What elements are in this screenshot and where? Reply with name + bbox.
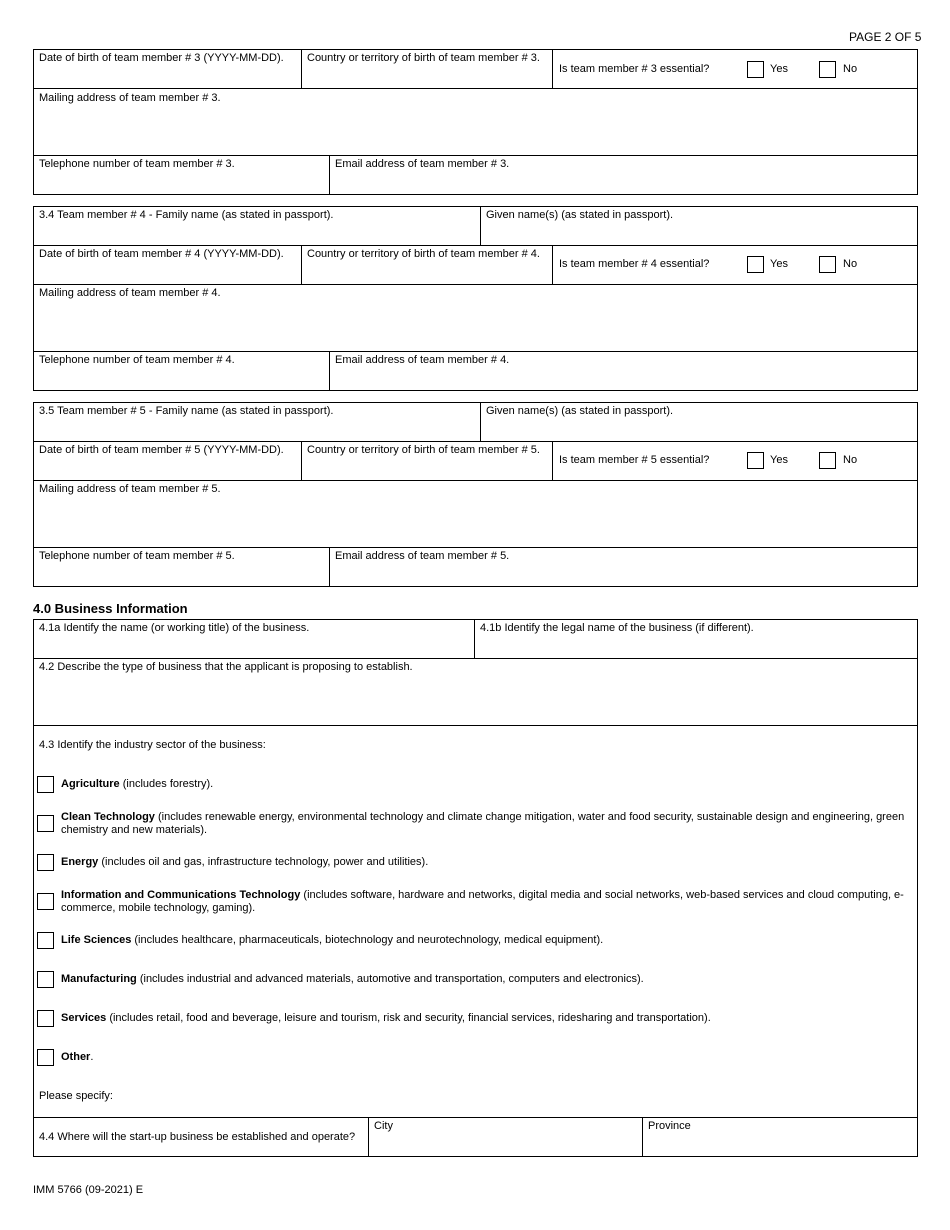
q41b-label: 4.1b Identify the legal name of the business (if different). <box>480 622 754 634</box>
tm4-country-label: Country or territory of birth of team member # 4. <box>307 248 540 260</box>
sector-energy-checkbox[interactable] <box>37 854 54 871</box>
sector-clean-technology-checkbox[interactable] <box>37 815 54 832</box>
tm3-no-label: No <box>843 63 858 75</box>
sector-agriculture-label: Agriculture (includes forestry). <box>61 778 214 790</box>
tm4-mailing-label: Mailing address of team member # 4. <box>39 287 221 299</box>
tm5-family-label: 3.5 Team member # 5 - Family name (as stated in passport). <box>39 405 334 417</box>
sector-ict-checkbox[interactable] <box>37 893 54 910</box>
tm4-essential-yes-checkbox[interactable] <box>747 256 764 273</box>
sector-life-sciences-checkbox[interactable] <box>37 932 54 949</box>
sector-other-label: Other. <box>61 1051 94 1063</box>
please-specify-label: Please specify: <box>39 1090 113 1102</box>
sector-manufacturing-label: Manufacturing (includes industrial and advanced materials, automotive and transportation, computers and electronics). <box>61 973 644 985</box>
tm3-phone-label: Telephone number of team member # 3. <box>39 158 235 170</box>
q41a-label: 4.1a Identify the name (or working title) of the business. <box>39 622 310 634</box>
tm3-mailing-label: Mailing address of team member # 3. <box>39 92 221 104</box>
form-footer: IMM 5766 (09-2021) E <box>33 1184 144 1196</box>
business-block <box>33 619 918 1157</box>
tm4-phone-label: Telephone number of team member # 4. <box>39 354 235 366</box>
tm5-essential-yes-checkbox[interactable] <box>747 452 764 469</box>
tm4-given-label: Given name(s) (as stated in passport). <box>486 209 674 221</box>
sector-services-checkbox[interactable] <box>37 1010 54 1027</box>
tm4-dob-label: Date of birth of team member # 4 (YYYY-MM-DD). <box>39 248 284 260</box>
tm5-given-label: Given name(s) (as stated in passport). <box>486 405 674 417</box>
tm5-no-label: No <box>843 454 858 466</box>
tm5-phone-label: Telephone number of team member # 5. <box>39 550 235 562</box>
tm3-essential-label: Is team member # 3 essential? <box>559 63 710 75</box>
sector-ict-label: Information and Communications Technology (includes software, hardware and networks, digital media and social networks, web-based services and cloud computing, e-commerce, mobile technology, gaming). <box>61 889 904 914</box>
q44-label: 4.4 Where will the start-up business be established and operate? <box>39 1131 356 1143</box>
tm4-email-label: Email address of team member # 4. <box>335 354 510 366</box>
tm5-country-label: Country or territory of birth of team member # 5. <box>307 444 540 456</box>
tm4-no-label: No <box>843 258 858 270</box>
q43-label: 4.3 Identify the industry sector of the business: <box>39 739 266 751</box>
sector-clean-technology-label: Clean Technology (includes renewable energy, environmental technology and climate change mitigation, water and food security, sustainable design and engineering, green chemistry and new materials). <box>61 811 905 836</box>
city-label: City <box>374 1120 393 1132</box>
tm3-country-label: Country or territory of birth of team member # 3. <box>307 52 540 64</box>
business-section-title: 4.0 Business Information <box>33 601 188 616</box>
tm5-dob-label: Date of birth of team member # 5 (YYYY-MM-DD). <box>39 444 284 456</box>
tm4-family-label: 3.4 Team member # 4 - Family name (as stated in passport). <box>39 209 334 221</box>
tm4-essential-no-checkbox[interactable] <box>819 256 836 273</box>
tm3-yes-label: Yes <box>770 63 788 75</box>
sector-life-sciences-label: Life Sciences (includes healthcare, pharmaceuticals, biotechnology and neurotechnology, medical equipment). <box>61 934 604 946</box>
sector-energy-label: Energy (includes oil and gas, infrastructure technology, power and utilities). <box>61 856 429 868</box>
tm3-essential-yes-checkbox[interactable] <box>747 61 764 78</box>
sector-other-checkbox[interactable] <box>37 1049 54 1066</box>
tm5-essential-label: Is team member # 5 essential? <box>559 454 710 466</box>
page-label: PAGE 2 OF 5 <box>849 30 922 44</box>
tm3-email-label: Email address of team member # 3. <box>335 158 510 170</box>
tm5-yes-label: Yes <box>770 454 788 466</box>
sector-services-label: Services (includes retail, food and beverage, leisure and tourism, risk and security, financial services, ridesharing and transportation). <box>61 1012 711 1024</box>
tm5-email-label: Email address of team member # 5. <box>335 550 510 562</box>
sector-manufacturing-checkbox[interactable] <box>37 971 54 988</box>
tm5-mailing-label: Mailing address of team member # 5. <box>39 483 221 495</box>
tm5-essential-no-checkbox[interactable] <box>819 452 836 469</box>
sector-agriculture-checkbox[interactable] <box>37 776 54 793</box>
tm4-yes-label: Yes <box>770 258 788 270</box>
tm3-essential-no-checkbox[interactable] <box>819 61 836 78</box>
q42-label: 4.2 Describe the type of business that the applicant is proposing to establish. <box>39 661 413 673</box>
tm4-essential-label: Is team member # 4 essential? <box>559 258 710 270</box>
province-label: Province <box>648 1120 691 1132</box>
tm3-dob-label: Date of birth of team member # 3 (YYYY-MM-DD). <box>39 52 284 64</box>
